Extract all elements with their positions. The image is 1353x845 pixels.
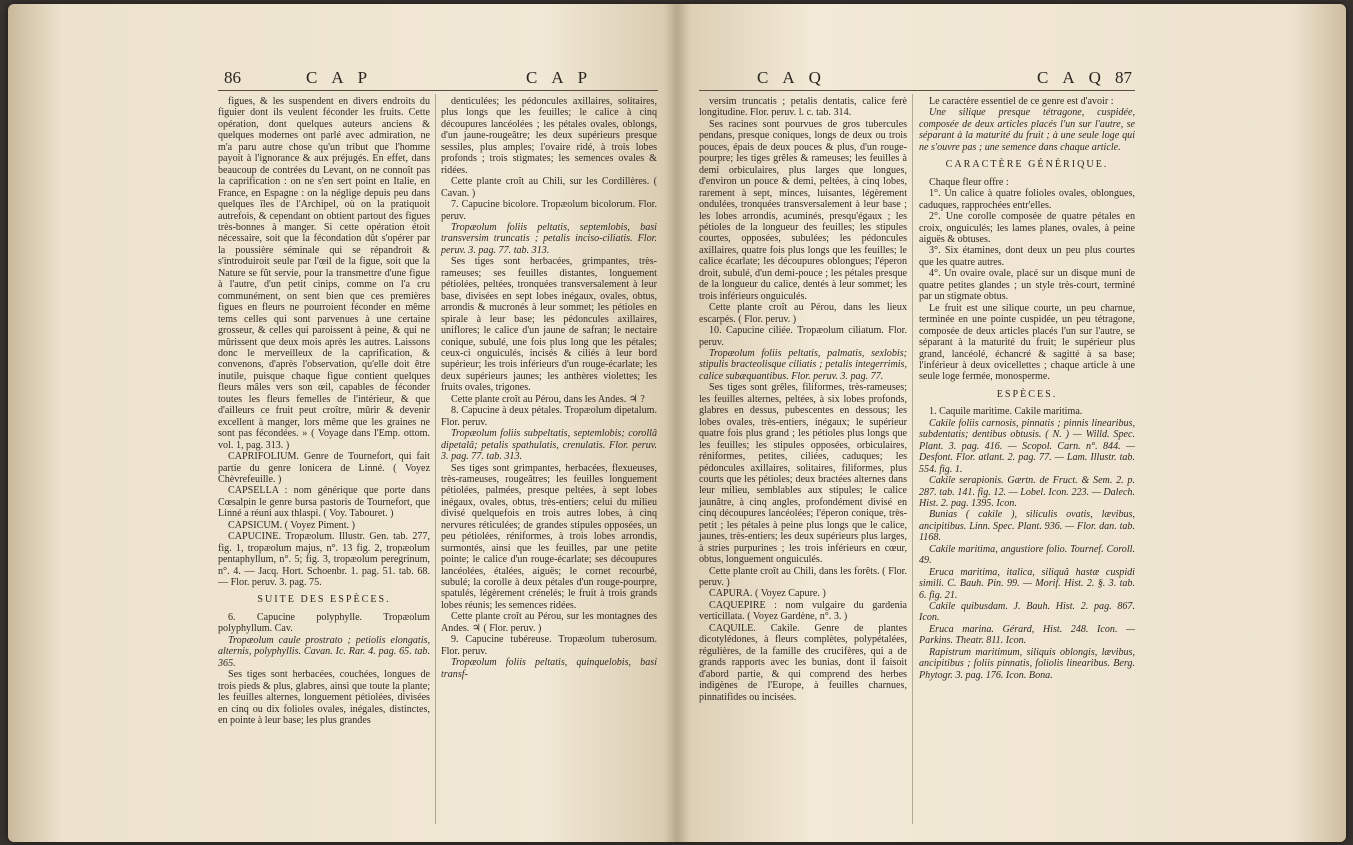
paragraph: 2°. Une corolle composée de quatre pétales en croix, onguiculés; les lames planes, ovales, à peine aiguës & obtuses. xyxy=(919,211,1135,245)
right-page xyxy=(677,4,1346,842)
paragraph: Bunias ( cakile ), siliculis ovatis, lævibus, ancipitibus. Linn. Spec. Plant. 936. — Flor. dan. tab. 1168. xyxy=(919,509,1135,544)
paragraph: Ses tiges sont herbacées, grimpantes, très-rameuses; ses feuilles distantes, longuement pétiolées, peltées, tronquées transversalement à leur base, divisées en sept lobes inégaux, ovales, obtus, arrondis & mucronés à leur sommet; les pétioles en spirale à leur base; les pédoncules axillaires, uniflores; le calice d'un jaune de safran; le nectaire conique, subulé, une fois plus long que les pétales; ceux-ci onguiculés, incisés & ciliés à leur bord supérieur; les trois inférieurs d'un rouge-écarlate; les deux supérieurs jaunes; les anthères violettes; les fruits ovales, trigones. xyxy=(441,256,657,394)
text-column xyxy=(441,96,657,680)
paragraph: CAPURA. ( Voyez Capure. ) xyxy=(709,588,826,600)
page-number: 87 xyxy=(1115,68,1132,87)
paragraph: Cette plante croît au Chili, dans les forêts. ( Flor. peruv. ) xyxy=(699,565,907,589)
paragraph: Cakile maritima, angustiore folio. Tournef. Coroll. 49. xyxy=(919,543,1135,567)
header-rule xyxy=(699,90,1135,91)
text-column xyxy=(218,96,430,726)
paragraph: Ses tiges sont grimpantes, herbacées, flexueuses, très-rameuses, rougeâtres; les feuilles longuement pétiolées, palmées, presque peltées, à sept lobes inégaux, ovales, obtus, très-entiers; celui du milieu divisé quelquefois en trois autres lobes, à cinq nervures réticulées; de grandes stipules opposées, un peu pétiolées, réniformes, à trois lobes arrondis, surmontés, ainsi que les feuilles, par une petite pointe; le calice d'un rouge-écarlate; ses découpures lancéolées, étalées, aiguës; le cornet recourbé, subulé; la corolle à deux pétales d'un rouge-pourpre, spatulés, légèrement crénelés; le fruit à trois grands lobes réunis; les semences ridées. xyxy=(441,462,657,611)
paragraph: Tropæolum foliis peltatis, quinquelobis, basi transf- xyxy=(441,657,657,680)
text-column xyxy=(699,96,907,703)
paragraph: 6. Capucine polyphylle. Tropæolum polyphyllum. Cav. xyxy=(218,611,430,635)
running-head: CAQ xyxy=(1037,68,1115,87)
paragraph: Cette plante croît au Pérou, dans les lieux escarpés. ( Flor. peruv. ) xyxy=(699,302,907,325)
paragraph: Cette plante croît au Chili, sur les Cordillères. ( Cavan. ) xyxy=(441,176,657,199)
paragraph: Cakile serapionis. Gærtn. de Fruct. & Sem. 2. p. 287. tab. 141. fig. 12. — Lobel. Icon. 223. — Dalech. Hist. 2. pag. 1395. Icon. xyxy=(919,475,1135,509)
page-number: 86 xyxy=(224,68,241,87)
paragraph: CAPSICUM. ( Voyez Piment. ) xyxy=(228,519,355,531)
paragraph: 8. Capucine à deux pétales. Tropæolum dipetalum. Flor. peruv. xyxy=(441,405,657,428)
paragraph: Tropæolum foliis peltatis, septemlobis, basi transversim truncatis ; petalis inciso-ciliatis. Flor. peruv. 3. pag. 77. tab. 313. xyxy=(441,221,657,256)
running-head: CAP xyxy=(306,68,382,87)
paragraph: figues, & les suspendent en divers endroits du figuier dont ils veulent féconder les fruits. Cette opération, dont quelques auteurs anciens & quelques modernes ont parlé avec admiration, ne m'a paru autre chose qu'un tribut que l'homme payoit à l'ignorance & aux préjugés. En effet, dans beaucoup de contrées du Levant, on ne connoît pas la caprification : on ne s'en sert point en Italie, en France, en Espagne : on la néglige depuis peu dans quelques îles de l'Archipel, où on la pratiquoit autrefois, & cependant on obtient partout des figues très-bonnes à manger. Si cette opération étoit nécessaire, soit que la fécondation dût s'opérer par la poussière séminale qui se répandroit & s'introduiroit seule par l'œil de la figue, soit que la Nature se fût servie, pour la transmettre d'une figue à l'autre, d'un petit cinips, comme on l'a cru communément, on sent bien que ces premières figues en fleurs ne pourroient féconder en même tems celles qui sont parvenues à une certaine grosseur, & celles qui paroissent à peine, & qui ne mûrissent que deux mois après les autres. Laissons donc le merveilleux de la caprification, & convenons, d'après l'observation, qu'elle doit être inutile, puisque chaque figue contient quelques fleurs mâles vers son œil, capables de féconder toutes les fleurs femelles de l'intérieur, & que d'ailleurs ce fruit peut croître, mûrir & devenir excellent à manger, lors même que les graines ne sont pas fécondées. » ( Voyage dans l'Emp. ottom. vol. 1, pag. 313. ) xyxy=(218,96,430,451)
paragraph: Cakile foliis carnosis, pinnatis ; pinnis linearibus, subdentatis; dentibus obtusis. ( N. ) — Willd. Spec. Plant. 3. pag. 416. — Scopol. Carn. n°. 844. — Desfont. Flor. atlant. 2. pag. 77. — Lam. Illustr. tab. 554. fig. 1. xyxy=(919,417,1135,475)
paragraph: 9. Capucine tubéreuse. Tropæolum tuberosum. Flor. peruv. xyxy=(441,634,657,657)
paragraph: Le caractère essentiel de ce genre est d'avoir : xyxy=(929,96,1114,107)
column-divider xyxy=(435,94,436,824)
paragraph: Tropæolum foliis peltatis, palmatis, sexlobis; stipulis bracteolisque ciliatis ; petalis integerrimis, calice subæquantibus. Flor. peruv. 3. pag. 77. xyxy=(699,347,907,382)
paragraph: CAPUCINE. Tropæolum. Illustr. Gen. tab. 277, fig. 1, tropæolum majus, n°. 13 fig. 2, tropæolum pentaphyllum, n°. 5; fig. 3, tropæolum peregrinum, n°. 4. — Jacq. Hort. Schoenbr. 1. pag. 51. tab. 68. — Flor. peruv. 3. pag. 75. xyxy=(218,531,430,589)
paragraph: CAQUEPIRE : nom vulgaire du gardenia verticillata. ( Voyez Gardène, n°. 3. ) xyxy=(699,599,907,623)
paragraph: 4°. Un ovaire ovale, placé sur un disque muni de quatre petites glandes ; un style très-court, terminé par un stigmate obtus. xyxy=(919,268,1135,303)
paragraph: Eruca marina. Gérard, Hist. 248. Icon. — Parkins. Theatr. 811. Icon. xyxy=(919,623,1135,647)
paragraph: Cette plante croît au Pérou, dans les Andes. ♃ ? xyxy=(451,393,645,405)
paragraph: CARACTÈRE GÉNÉRIQUE. xyxy=(945,159,1109,171)
paragraph: Chaque fleur offre : xyxy=(929,176,1009,188)
open-book xyxy=(8,4,1346,842)
header-rule xyxy=(218,90,658,91)
paragraph: Ses racines sont pourvues de gros tubercules pendans, presque coniques, longs de deux ou trois pouces, épais de deux pouces & plus, d'un rouge-pourpre; les tiges grêles & rameuses; les feuilles à demi orbiculaires, plus larges que longues, d'environ un pouce & demi, peltées, à cinq lobes, rarement à sept, minces, luisantes, légèrement ondulées, tronquées transversalement à leur base ; les lobes arrondis, acuminés, presqu'égaux ; les pétioles de la longueur des feuilles; les stipules courtes, opposées, subulées; les pédoncules axillaires, quatre fois plus longs que les feuilles; le calice écarlate; les découpures oblongues; l'éperon droit, subulé, d'un demi-pouce ; les pétales presque de la longueur du calice, dentés à leur sommet; les trois inférieurs onguiculés. xyxy=(699,118,907,302)
paragraph: ESPÈCES. xyxy=(996,388,1058,400)
paragraph: Cette plante croît au Pérou, sur les montagnes des Andes. ♃ ( Flor. peruv. ) xyxy=(441,611,657,634)
paragraph: Ses tiges sont herbacées, couchées, longues de trois pieds & plus, glabres, ainsi que toute la plante; les feuilles alternes, longuement pétiolées, divisées en cinq ou dix folioles ovales, inégales, distinctes, en pointe à leur base; les plus grandes xyxy=(218,669,430,727)
running-head: CAQ xyxy=(757,68,835,87)
paragraph: CAPSELLA : nom générique que porte dans Cœsalpin le genre bursa pastoris de Tournefort, que Linné a réuni aux thlaspi. ( Voy. Tabouret. ) xyxy=(218,485,430,520)
paragraph: Rapistrum maritimum, siliquis oblongis, lævibus, ancipitibus ; foliis pinnatis, foliolis linearibus. Berg. Phytogr. 3. pag. 176. Icon. Bona. xyxy=(919,646,1135,681)
paragraph: SUITE DES ESPÈCES. xyxy=(257,594,391,606)
paragraph: Ses tiges sont grêles, filiformes, très-rameuses; les feuilles alternes, peltées, à six lobes profonds, glabres en dessus, pubescentes en dessous; les lobes ovales, très-entiers, inégaux; le supérieur quatre fois plus grand ; les pétioles plus longs que les feuilles; les stipules opposées, orbiculaires, réniformes, petites, ciliées, caduques; les pédoncules axillaires, solitaires, filiformes, plus courts que les pétioles; deux bractées alternes dans leur milieu, semblables aux stipules; le calice jaunâtre, à cinq angles, profondément divisé en cinq découpures lancéolées; l'éperon conique, très-petit ; les pétales à peine plus longs que le calice, jaunes, très-entiers; les deux supérieurs plus larges, à stries purpurines ; les trois inférieurs en cœur, obtus, longuement onguiculés. xyxy=(699,382,907,566)
paragraph: 3°. Six étamines, dont deux un peu plus courtes que les quatre autres. xyxy=(919,245,1135,268)
paragraph: 10. Capucine ciliée. Tropæolum ciliatum. Flor. peruv. xyxy=(699,325,907,348)
paragraph: Tropæolum caule prostrato ; petiolis elongatis, alternis, polyphyllis. Cavan. Ic. Rar. 4. pag. 65. tab. 365. xyxy=(218,634,430,669)
paragraph: Eruca maritima, italica, siliquâ hastæ cuspidi simili. C. Bauh. Pin. 99. — Morif. Hist. 2. §. 3. tab. 6. fig. 21. xyxy=(919,566,1135,601)
paragraph: 1. Caquile maritime. Cakile maritima. xyxy=(929,406,1083,418)
paragraph: Le fruit est une silique courte, un peu charnue, terminée en une pointe cuspidée, un peu tétragone, composée de deux articles placés l'un sur l'autre, se séparant à la maturité du fruit; le supérieur plus grand, lancéolé, échancré & sagitté à sa base; l'inférieur à deux ovicellettes ; chaque article à une seule loge fermée, monosperme. xyxy=(919,302,1135,383)
paragraph: versim truncatis ; petalis dentatis, calice ferè longitudine. Flor. peruv. l. c. tab. 314. xyxy=(699,96,907,119)
paragraph: CAPRIFOLIUM. Genre de Tournefort, qui fait partie du genre lonicera de Linné. ( Voyez Chèvrefeuille. ) xyxy=(218,451,430,485)
left-page xyxy=(8,4,677,842)
paragraph: 7. Capucine bicolore. Tropæolum bicolorum. Flor. peruv. xyxy=(441,199,657,222)
column-divider xyxy=(912,94,913,824)
running-head: CAP xyxy=(526,68,602,87)
paragraph: Cakile quibusdam. J. Bauh. Hist. 2. pag. 867. Icon. xyxy=(919,601,1135,624)
paragraph: denticulées; les pédoncules axillaires, solitaires, plus longs que les feuilles; le calice à cinq découpures lancéolées ; les pétales ovales, oblongs, d'un jaune-rougeâtre; les deux supérieurs presque sessiles, plus amples; l'ovaire ridé, à trois lobes profonds ; trois stigmates; les semences ovales & ridées. xyxy=(441,96,657,176)
paragraph: Une silique presque tétragone, cuspidée, composée de deux articles placés l'un sur l'autre, se séparant à la maturité du fruit ; à une seule loge qui ne s'ouvre pas ; une semence dans chaque article. xyxy=(919,107,1135,153)
text-column xyxy=(919,96,1135,681)
paragraph: Tropæolum foliis subpeltatis, septemlobis; corollâ dipetalâ; petalis spathulatis, crenulatis. Flor. peruv. 3. pag. 77. tab. 313. xyxy=(441,428,657,463)
paragraph: 1°. Un calice à quatre folioles ovales, oblongues, caduques, rapprochées entr'elles. xyxy=(919,188,1135,211)
paragraph: CAQUILE. Cakile. Genre de plantes dicotylédones, à fleurs complètes, polypétalées, régulières, de la famille des crucifères, qui a de grands rapports avec les bunias, dont il faisoit d'abord partie, & qui comprend des herbes indigènes de l'Europe, à feuilles charnues, pinnatifides ou incisées. xyxy=(699,622,907,703)
